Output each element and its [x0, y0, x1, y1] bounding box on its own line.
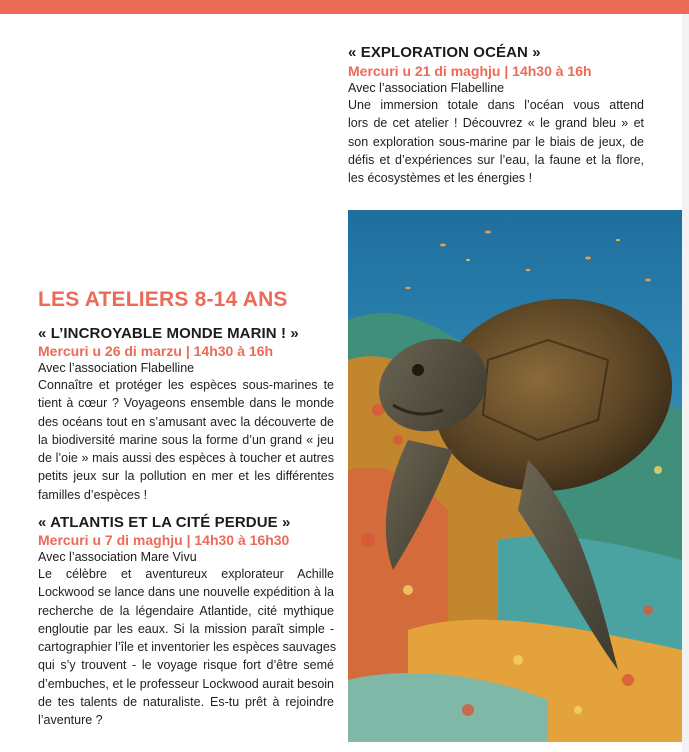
description-line: de l’oie » mais aussi des espèces à toucher et autres	[38, 451, 334, 466]
description-line: tient à cœur ? Voyageons ensemble dans le monde	[38, 396, 334, 411]
atlantis-date: Mercuri u 7 di maghju | 14h30 à 16h30	[38, 532, 290, 548]
description-line: Lockwood se lance dans une nouvelle expédition à la	[38, 585, 334, 600]
incroyable-monde-marin-date: Mercuri u 26 di marzu | 14h30 à 16h	[38, 343, 274, 359]
incroyable-monde-marin-title: « L’INCROYABLE MONDE MARIN ! »	[38, 325, 299, 342]
atlantis-block	[38, 514, 337, 730]
description-line: la biodiversité marine sous la forme d’un grand « jeu	[38, 432, 334, 447]
incroyable-monde-marin-association: Avec l’association Flabelline	[38, 361, 195, 375]
description-line: l’aventure ?	[38, 713, 103, 728]
exploration-ocean-block	[348, 44, 644, 187]
top-accent-bar	[0, 0, 689, 14]
atlantis-title: « ATLANTIS ET LA CITÉ PERDUE »	[38, 514, 291, 531]
description-line: d’embuches, et le professeur Lockwood aurait besoin	[38, 676, 334, 691]
page-edge	[682, 14, 689, 752]
exploration-ocean-date: Mercuri u 21 di maghju | 14h30 à 16h	[348, 63, 592, 79]
exploration-ocean-description	[348, 96, 644, 187]
atlantis-description	[38, 565, 337, 730]
description-line: de tes talents de naturaliste. Es-tu prêt à rejoindre	[38, 695, 334, 710]
description-line: des océans tout en s’amusant avec la découverte de	[38, 414, 334, 429]
description-line: engloutie par les eaux. Si la mission paraît simple -	[38, 621, 334, 636]
sea-turtle-photo	[348, 210, 682, 742]
incroyable-monde-marin-block	[38, 325, 334, 504]
description-line: Connaître et protéger les espèces sous-marines te	[38, 378, 334, 392]
description-line: qui s’y trouvent - le voyage risque fort d’être semé	[38, 658, 334, 673]
description-line: familles d’espèces !	[38, 487, 148, 502]
description-line: lors de cet atelier ! Découvrez « le grand bleu » et	[348, 116, 644, 131]
incroyable-monde-marin-description	[38, 376, 334, 504]
exploration-ocean-title: « EXPLORATION OCÉAN »	[348, 44, 541, 61]
description-line: son exploration sous-marine par le biais de jeux, de	[348, 134, 644, 149]
description-line: petits jeux sur la pollution en mer et les différentes	[38, 469, 334, 484]
description-line: les écosystèmes et les énergies !	[348, 171, 533, 186]
atlantis-association: Avec l’association Mare Vivu	[38, 550, 197, 564]
description-line: Le célèbre et aventureux explorateur Achille	[38, 567, 334, 581]
description-line: recherche de la légendaire Atlantide, cité mythique	[38, 603, 334, 618]
description-line: défis et d’expériences sur l’eau, la faune et la flore,	[348, 152, 644, 167]
exploration-ocean-association: Avec l’association Flabelline	[348, 81, 505, 95]
description-line: Une immersion totale dans l’océan vous attend	[348, 98, 644, 112]
description-line: cartographier l’île et inventorier les espèces sauvages	[38, 640, 337, 655]
section-heading: LES ATELIERS 8-14 ANS	[38, 288, 288, 311]
